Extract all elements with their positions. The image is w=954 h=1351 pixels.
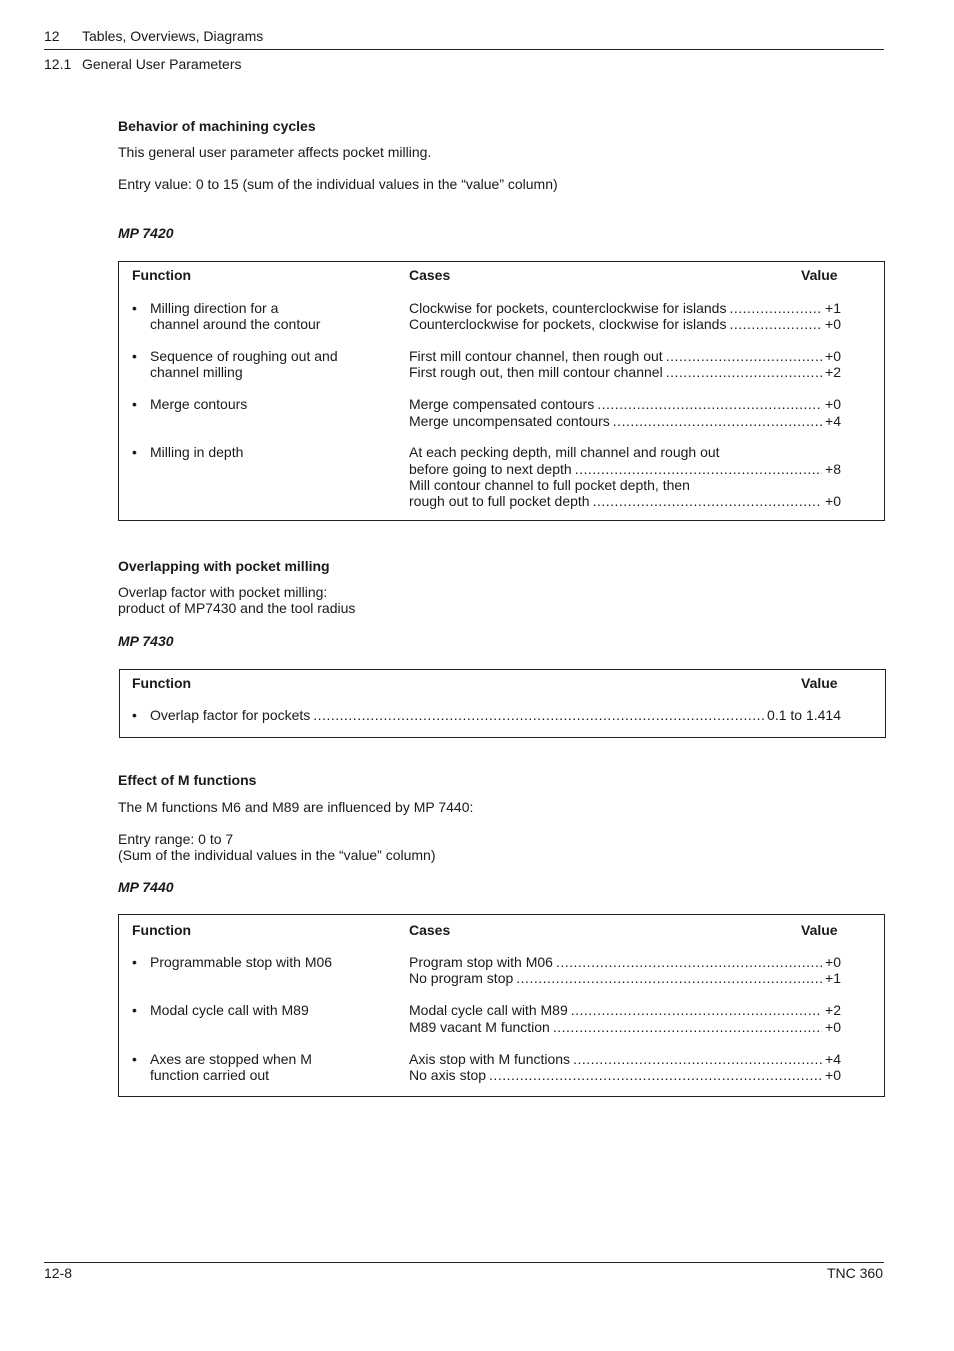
case-label: First rough out, then mill contour channel [409,364,663,380]
case-label: No program stop [409,970,514,986]
mp7430-row [150,707,841,724]
mp7430-table [119,669,886,738]
section-number: 12.1 [44,56,72,72]
case-value: +0 [825,1019,841,1035]
footer-rule [44,1262,884,1263]
section3-heading: Effect of M functions [118,772,257,788]
section1-heading: Behavior of machining cycles [118,118,316,134]
mp7420-case [409,348,841,365]
case-value: +0 [825,1067,841,1083]
mp7420-case [409,300,841,317]
mp7440-case [409,954,841,971]
case-label: rough out to full pocket depth [409,493,590,509]
case-label: Counterclockwise for pockets, clockwise for islands [409,316,727,332]
case-label: Clockwise for pockets, counterclockwise for islands [409,300,727,316]
case-value: +4 [825,1051,841,1067]
section2-para2: product of MP7430 and the tool radius [118,600,356,616]
case-value: +2 [825,1002,841,1018]
case-label: Axis stop with M functions [409,1051,571,1067]
case-value: +0 [825,316,841,332]
mp7420-col-value: Value [801,267,838,283]
case-value: +0 [825,396,841,412]
mp7420-case-pre: At each pecking depth, mill channel and rough out [409,444,720,460]
mp7420-case [409,364,841,381]
mp7420-case [409,413,841,430]
case-label: before going to next depth [409,461,572,477]
mp7440-function: Modal cycle call with M89 [150,1002,309,1018]
bullet: • [132,954,137,970]
mp7420-case [409,396,841,413]
case-label: First mill contour channel, then rough out [409,348,663,364]
case-value: +2 [825,364,841,380]
section3-para1: The M functions M6 and M89 are influenced by MP 7440: [118,799,474,815]
case-label: M89 vacant M function [409,1019,550,1035]
case-label: Merge compensated contours [409,396,595,412]
footer-page-number: 12-8 [44,1265,73,1281]
case-value: +4 [825,413,841,429]
mp7440-case [409,1019,841,1036]
case-value: +0 [825,954,841,970]
mp7440-col-cases: Cases [409,922,451,938]
case-label: Merge uncompensated contours [409,413,610,429]
mp7440-col-function: Function [132,922,192,938]
case-value: +8 [825,461,841,477]
mp7440-case [409,1002,841,1019]
section2-mp-label: MP 7430 [118,633,174,649]
footer-product: TNC 360 [826,1265,883,1281]
mp7420-case [409,461,841,478]
bullet: • [132,348,137,364]
mp7420-col-function: Function [132,267,192,283]
mp7430-col-function: Function [132,675,192,691]
bullet: • [132,707,137,723]
mp7440-col-value: Value [801,922,838,938]
section3-para3: (Sum of the individual values in the “value” column) [118,847,436,863]
bullet: • [132,300,137,316]
mp7420-col-cases: Cases [409,267,451,283]
bullet: • [132,1002,137,1018]
mp7420-function: channel around the contour [150,316,321,332]
mp7420-case [409,493,841,510]
mp7420-function: Sequence of roughing out and [150,348,338,364]
case-value: +1 [825,970,841,986]
section2-heading: Overlapping with pocket milling [118,558,330,574]
mp7420-function: Milling direction for a [150,300,279,316]
mp7420-case [409,316,841,333]
row-label: Overlap factor for pockets [150,707,311,723]
section1-para1: This general user parameter affects pocket milling. [118,144,432,160]
section-title: General User Parameters [82,56,242,72]
header-rule [44,49,884,50]
case-label: No axis stop [409,1067,487,1083]
bullet: • [132,396,137,412]
case-label: Modal cycle call with M89 [409,1002,568,1018]
bullet: • [132,1051,137,1067]
section2-para1: Overlap factor with pocket milling: [118,584,328,600]
row-value: 0.1 to 1.414 [767,707,841,723]
case-value: +1 [825,300,841,316]
mp7430-col-value: Value [801,675,838,691]
mp7420-function: Merge contours [150,396,248,412]
case-value: +0 [825,493,841,509]
chapter-number: 12 [44,28,60,44]
mp7420-case-pre: Mill contour channel to full pocket depth, then [409,477,690,493]
chapter-title: Tables, Overviews, Diagrams [82,28,264,44]
mp7440-function: Axes are stopped when M [150,1051,312,1067]
bullet: • [132,444,137,460]
section1-mp-label: MP 7420 [118,225,174,241]
case-value: +0 [825,348,841,364]
section1-para2: Entry value: 0 to 15 (sum of the individual values in the “value” column) [118,176,558,192]
mp7440-case [409,1051,841,1068]
mp7440-case [409,970,841,987]
section3-mp-label: MP 7440 [118,879,174,895]
mp7440-function: Programmable stop with M06 [150,954,333,970]
mp7440-case [409,1067,841,1084]
mp7440-function: function carried out [150,1067,270,1083]
mp7420-function: Milling in depth [150,444,244,460]
case-label: Program stop with M06 [409,954,553,970]
mp7420-function: channel milling [150,364,243,380]
section3-para2: Entry range: 0 to 7 [118,831,234,847]
